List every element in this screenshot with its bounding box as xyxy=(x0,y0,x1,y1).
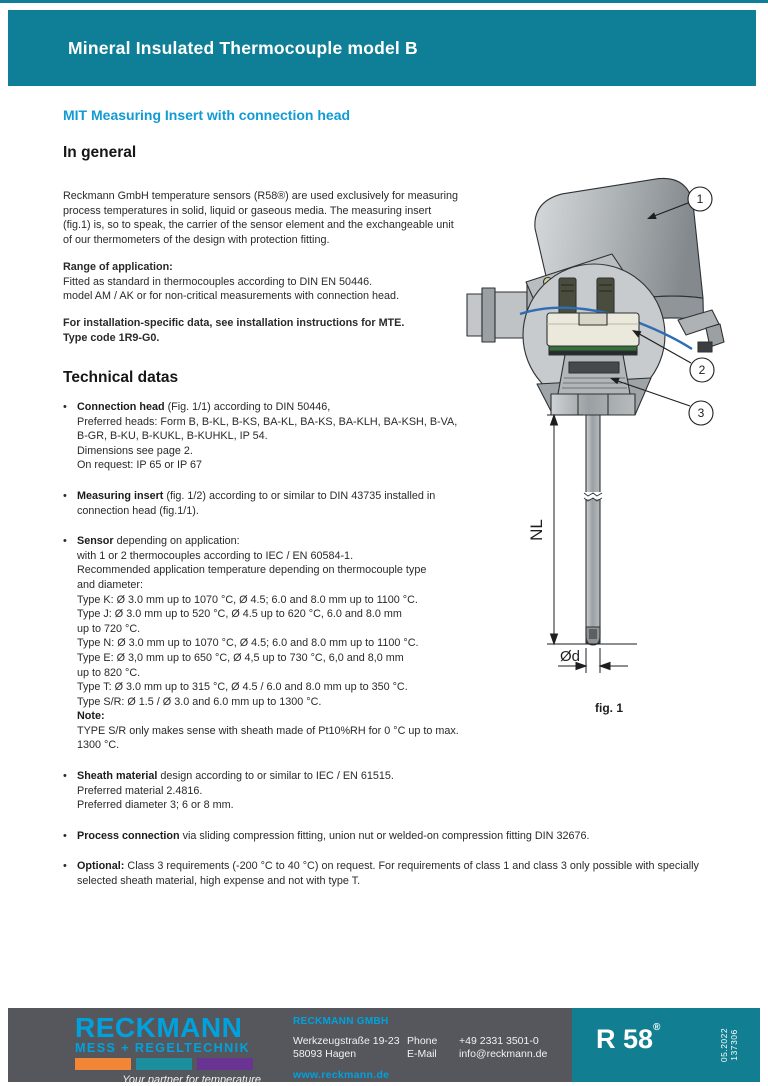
text-line: Dimensions see page 2. xyxy=(77,444,193,457)
bullet-item xyxy=(63,829,731,844)
doc-number-block xyxy=(712,1008,746,1082)
text-line: Type S/R: Ø 1.5 / Ø 3.0 and 6.0 mm up to 1300 °C. xyxy=(77,695,322,708)
logo-wordmark: RECKMANN xyxy=(75,1012,243,1043)
website-link: www.reckmann.de xyxy=(293,1069,390,1081)
brand-logo: R 58® xyxy=(596,1022,661,1054)
text-line: Fitted as standard in thermocouples according to DIN EN 50446. xyxy=(63,275,373,288)
bullet-dot: • xyxy=(63,770,67,783)
text-line: with 1 or 2 thermocouples according to IEC / EN 60584-1. xyxy=(77,549,354,562)
address-line-2: 58093 Hagen xyxy=(293,1048,357,1060)
figure-caption: fig. 1 xyxy=(594,701,624,715)
text-line: For installation-specific data, see installation instructions for MTE. xyxy=(63,317,405,329)
dim-label-diameter: Ød xyxy=(560,648,581,665)
logo-bar-orange xyxy=(75,1058,131,1070)
process-fitting xyxy=(551,355,635,415)
text-line: Connection head (Fig. 1/1) according to DIN 50446, xyxy=(77,401,331,413)
text-line: up to 720 °C. xyxy=(77,622,141,635)
thermocouple-illustration xyxy=(467,174,724,645)
contact-block xyxy=(293,1016,547,1081)
bullet-item xyxy=(63,859,731,888)
logo-color-bars xyxy=(75,1058,261,1070)
probe-sheath xyxy=(584,415,602,645)
text-line: Type K: Ø 3.0 mm up to 1070 °C, Ø 4.5; 6.0 and 8.0 mm up to 1100 °C. xyxy=(77,593,418,606)
text-line: model AM / AK or for non-critical measurements with connection head. xyxy=(63,290,400,303)
bullet-dot: • xyxy=(63,535,67,548)
logo-subline: MESS + REGELTECHNIK xyxy=(75,1041,251,1055)
page-subtitle: MIT Measuring Insert with connection head xyxy=(63,107,351,123)
bullet-dot: • xyxy=(63,489,67,502)
text-line: Process connection via sliding compression fitting, union nut or welded-on compression fitting DIN 32676. xyxy=(77,829,590,842)
doc-date: 05.2022 xyxy=(719,1027,730,1063)
email-label: E-Mail xyxy=(407,1048,437,1060)
section-heading-in-general: In general xyxy=(63,144,137,161)
bullet-text xyxy=(77,769,731,813)
page-title: Mineral Insulated Thermocouple model B xyxy=(68,37,418,58)
text-line: Type code 1R9-G0. xyxy=(63,331,160,344)
title-band xyxy=(8,10,756,86)
contact-table xyxy=(293,1035,547,1061)
address-line-1: Werkzeugstraße 19-23 xyxy=(293,1035,400,1047)
range-of-application xyxy=(63,260,483,304)
footer xyxy=(8,1008,760,1086)
company-logo xyxy=(75,1012,261,1086)
text-line: Preferred material 2.4816. xyxy=(77,784,203,797)
text-line: Preferred heads: Form B, B-KL, B-KS, BA-KL, BA-KS, BA-KLH, BA-KSH, B-VA, xyxy=(77,415,458,428)
text-line: Recommended application temperature depending on thermocouple type xyxy=(77,564,427,577)
callout-1: 1 xyxy=(696,192,704,206)
logo-tagline: Your partner for temperature xyxy=(122,1074,261,1086)
text-line: Type N: Ø 3.0 mm up to 1070 °C, Ø 4.5; 6.0 and 8.0 mm up to 1100 °C. xyxy=(77,637,419,650)
logo-bar-purple xyxy=(197,1058,253,1070)
dim-label-nl: NL xyxy=(527,519,546,541)
text-line: selected sheath material, high expense and not with type T. xyxy=(77,875,361,888)
text-line: Optional: Class 3 requirements (-200 °C to 40 °C) on request. For requirements of class 1 and class 3 only possible with specially xyxy=(77,860,699,873)
measuring-insert xyxy=(547,313,639,355)
text-line: 1300 °C. xyxy=(77,739,120,752)
bullet-item xyxy=(63,769,731,813)
bullet-dot: • xyxy=(63,401,67,413)
text-line: and diameter: xyxy=(77,578,144,591)
company-name: RECKMANN GMBH xyxy=(293,1016,389,1027)
text-line: Sheath material design according to or similar to IEC / EN 61515. xyxy=(77,770,394,783)
doc-number-rotated xyxy=(719,1028,739,1062)
text-line: up to 820 °C. xyxy=(77,666,141,679)
text-line: Sensor depending on application: xyxy=(77,535,240,548)
text-line: Preferred diameter 3; 6 or 8 mm. xyxy=(77,799,234,812)
brand-box xyxy=(572,1008,760,1082)
section-heading-technical-datas: Technical datas xyxy=(63,369,179,386)
range-label: Range of application: xyxy=(63,261,173,273)
doc-number: 137306 xyxy=(729,1029,740,1061)
logo-bar-teal xyxy=(136,1058,192,1070)
range-lines xyxy=(63,275,483,304)
phone-number: +49 2331 3501-0 xyxy=(459,1035,539,1047)
text-line: Type E: Ø 3,0 mm up to 650 °C, Ø 4,5 up to 730 °C, 6,0 and 8,0 mm xyxy=(77,651,404,664)
text-line: (fig.1) is, so to speak, the carrier of the sensor element and the exchangeable unit xyxy=(63,219,454,232)
registered-mark: ® xyxy=(653,1022,661,1033)
text-line: Type T: Ø 3.0 mm up to 315 °C, Ø 4.5 / 6.0 and 8.0 mm up to 350 °C. xyxy=(77,681,408,694)
phone-label: Phone xyxy=(407,1035,438,1047)
text-line: TYPE S/R only makes sense with sheath made of Pt10%RH for 0 °C up to max. xyxy=(77,724,459,737)
text-line: of our thermometers of the design with protection fitting. xyxy=(63,233,330,246)
figure-1-drawing xyxy=(462,172,762,720)
page-top-rule xyxy=(0,0,768,3)
text-line: Reckmann GmbH temperature sensors (R58®) are used exclusively for measuring xyxy=(63,190,458,202)
bullet-dot: • xyxy=(63,860,67,873)
callout-2: 2 xyxy=(698,363,706,377)
intro-paragraph xyxy=(63,189,483,247)
bullet-dot: • xyxy=(63,829,67,842)
bullet-text xyxy=(77,859,731,888)
text-line: Type J: Ø 3.0 mm up to 520 °C, Ø 4.5 up to 620 °C, 6.0 and 8.0 mm xyxy=(77,608,402,621)
text-line: Note: xyxy=(77,710,105,723)
text-line: process temperatures in solid, liquid or gaseous media. The measuring insert xyxy=(63,204,432,217)
text-line: connection head (fig.1/1). xyxy=(77,504,199,517)
text-line: On request: IP 65 or IP 67 xyxy=(77,459,203,472)
text-line: Measuring insert (fig. 1/2) according to or similar to DIN 43735 installed in xyxy=(77,489,436,502)
callout-3: 3 xyxy=(697,406,705,420)
installation-note xyxy=(63,316,493,345)
bullet-text xyxy=(77,829,731,844)
email-address: info@reckmann.de xyxy=(459,1048,548,1060)
text-line: B-GR, B-KU, B-KUKL, B-KUHKL, IP 54. xyxy=(77,430,268,443)
